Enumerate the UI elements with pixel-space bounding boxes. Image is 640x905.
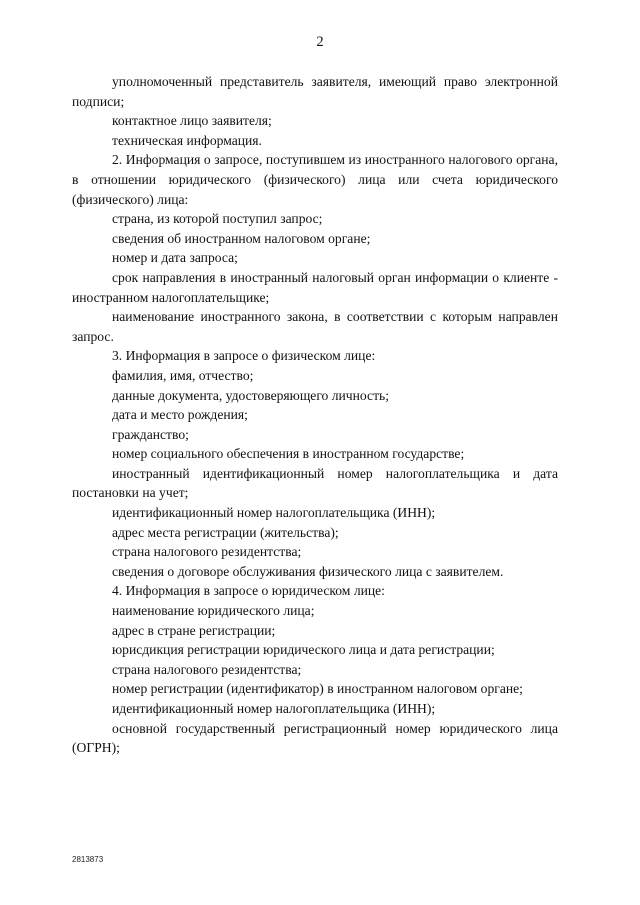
paragraph: срок направления в иностранный налоговый орган информации о клиенте - иностранном налогоплательщике; [72,269,558,305]
paragraph: фамилия, имя, отчество; [112,367,254,383]
paragraph: гражданство; [112,426,189,442]
section-heading: 2. Информация о запросе, поступившем из иностранного налогового органа, в отношении юридического (физического) лица или счета юридического (физического) лица: [72,152,558,207]
paragraph: наименование юридического лица; [112,603,315,619]
paragraph: сведения о договоре обслуживания физического лица с заявителем. [112,563,504,579]
document-code: 2813873 [72,855,104,864]
paragraph: юрисдикция регистрации юридического лица и дата регистрации; [112,642,495,658]
section-heading: 4. Информация в запросе о юридическом лице: [112,583,385,599]
paragraph: данные документа, удостоверяющего личность; [112,387,390,403]
paragraph: техническая информация. [112,132,262,148]
paragraph: наименование иностранного закона, в соответствии с которым направлен запрос. [72,309,558,344]
paragraph: страна, из которой поступил запрос; [112,211,323,227]
paragraph: адрес в стране регистрации; [112,622,276,638]
paragraph: основной государственный регистрационный номер юридического лица (ОГРН); [72,720,558,756]
paragraph: страна налогового резидентства; [112,544,302,560]
paragraph: идентификационный номер налогоплательщика (ИНН); [112,505,436,521]
paragraph: уполномоченный представитель заявителя, имеющий право электронной подписи; [72,74,558,109]
paragraph: дата и место рождения; [112,407,248,423]
page-number: 2 [316,34,324,50]
paragraph: адрес места регистрации (жительства); [112,524,339,540]
paragraph: номер и дата запроса; [112,250,238,266]
paragraph: номер социального обеспечения в иностранном государстве; [112,446,465,462]
paragraph: идентификационный номер налогоплательщика (ИНН); [112,701,436,716]
paragraph: иностранный идентификационный номер налогоплательщика и дата постановки на учет; [72,465,558,501]
document-body [72,72,558,758]
section-heading: 3. Информация в запросе о физическом лице: [112,348,376,364]
paragraph: контактное лицо заявителя; [112,113,272,129]
paragraph: номер регистрации (идентификатор) в иностранном налоговом органе; [112,681,523,697]
paragraph: сведения об иностранном налоговом органе; [112,230,371,246]
paragraph: страна налогового резидентства; [112,661,302,677]
